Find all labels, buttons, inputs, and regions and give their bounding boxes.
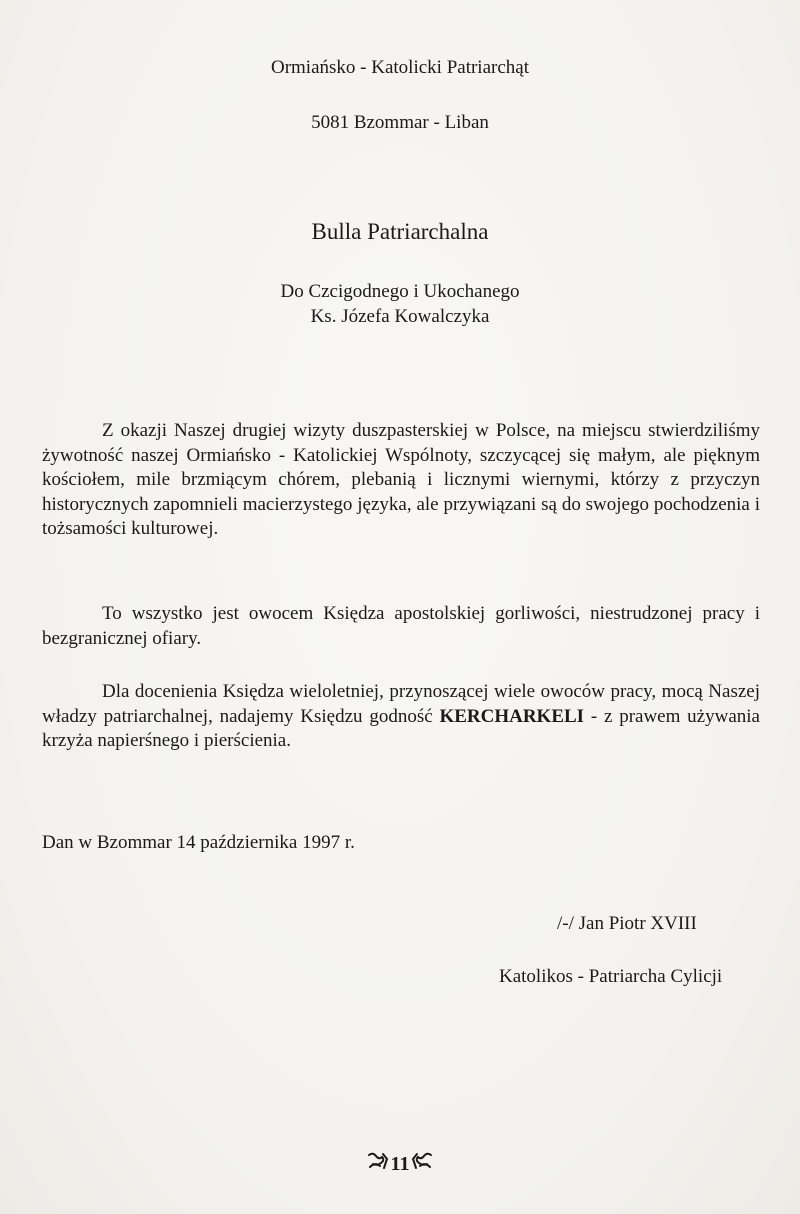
addressee-line-1: Do Czcigodnego i Ukochanego	[280, 281, 520, 302]
paragraph-3-text-after: - z prawem używania krzyża napierśnego i pierścienia.	[42, 705, 760, 752]
paragraph-3-text-before: Dla docenienia Księdza wieloletniej, przynoszącej wiele owoców pracy, mocą Naszej władzy patriarchalnej, nadajemy Księdzu godność	[42, 681, 760, 727]
addressee-line-2: Ks. Józefa Kowalczyka	[310, 306, 490, 327]
honorific-title: KERCHARKELI	[439, 705, 585, 727]
ornament-right-icon	[411, 1151, 433, 1177]
body-paragraph-3	[42, 680, 760, 754]
page-footer	[0, 1151, 800, 1177]
signature-title: Katolikos - Patriarcha Cylicji	[499, 966, 723, 987]
body-paragraph-2: To wszystko jest owocem Księdza apostolskiej gorliwości, niestrudzonej pracy i bezgranicznej ofiary.	[42, 603, 760, 649]
date-line: Dan w Bzommar 14 października 1997 r.	[42, 832, 355, 853]
header-patriarchate: Ormiańsko - Katolicki Patriarchąt	[270, 57, 529, 78]
body-paragraph-1: Z okazji Naszej drugiej wizyty duszpasterskiej w Polsce, na miejscu stwierdziliśmy żywotność naszej Ormiańsko - Katolickiej Wspólnoty, szczycącej się małym, ale pięknym kościołem, mile brzmiącym chórem, plebanią i licznymi wiernymi, którzy z przyczyn historycznych zapomnieli macierzystego języka, ale przywiązani są do swojego pochodzenia i tożsamości kulturowej.	[42, 420, 760, 540]
header-address: 5081 Bzommar - Liban	[311, 112, 489, 133]
document-title: Bulla Patriarchalna	[311, 219, 489, 244]
signature-name: /-/ Jan Piotr XVIII	[557, 913, 697, 934]
ornament-left-icon	[367, 1151, 389, 1177]
page-number: 11	[390, 1152, 410, 1175]
